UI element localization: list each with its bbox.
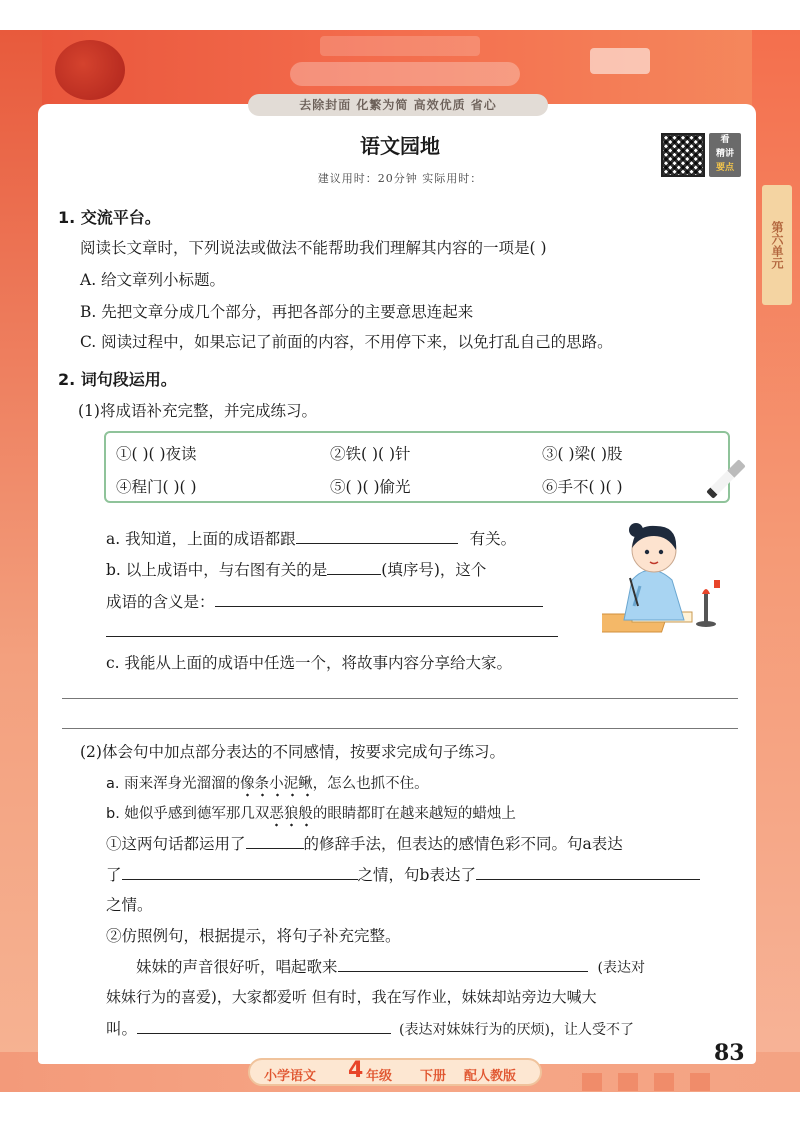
brand-chip	[590, 48, 650, 74]
q2-heading: 2. 词句段运用。	[58, 370, 177, 389]
brand-banner	[320, 36, 480, 56]
time-hint: 建议用时：20分钟 实际用时：	[317, 172, 483, 185]
qr-code-icon[interactable]	[661, 133, 705, 177]
answer-blank[interactable]	[327, 561, 381, 575]
idiom-item[interactable]: ⑤( )( )偷光	[330, 478, 411, 496]
q1-stem: 阅读长文章时，下列说法或做法不能帮助我们理解其内容的一项是( )	[80, 239, 547, 257]
answer-blank[interactable]	[296, 530, 458, 544]
answer-blank[interactable]	[246, 835, 304, 849]
sentence-a-dotted: 像条小泥鳅	[240, 776, 313, 798]
footer-grade-number: 4	[348, 1058, 364, 1083]
q1-option-b: B. 先把文章分成几个部分，再把各部分的主要意思连起来	[80, 303, 474, 321]
footer-edition: 配人教版	[464, 1069, 517, 1084]
q1-option-c: C. 阅读过程中，如果忘记了前面的内容，不用停下来，以免打乱自己的思路。	[80, 333, 613, 351]
example-line1: 妹妹的声音很好听，唱起歌来 (表达对	[136, 958, 645, 976]
task1-line3: 之情。	[106, 896, 153, 914]
answer-blank[interactable]	[476, 866, 700, 880]
sentence-a: a. 雨来浑身光溜溜的像条小泥鳅，怎么也抓不住。	[106, 772, 429, 793]
book-info-pill	[248, 1058, 542, 1086]
q2-b-line2: 成语的含义是：	[106, 590, 543, 612]
q2-b-line: b. 以上成语中，与右图有关的是 (填序号)，这个	[106, 561, 487, 579]
q1-heading: 1. 交流平台。	[58, 208, 161, 227]
answer-blank[interactable]	[338, 958, 588, 972]
footer-decoration	[582, 1073, 712, 1091]
idiom-box	[104, 431, 730, 503]
q2-c-line: c. 我能从上面的成语中任选一个，将故事内容分享给大家。	[106, 654, 513, 672]
answer-blank[interactable]	[122, 866, 358, 880]
footer-subject: 小学语文	[264, 1069, 317, 1084]
q2-a-line: a. 我知道，上面的成语都跟 有关。	[106, 530, 517, 548]
idiom-item[interactable]: ①( )( )夜读	[116, 445, 197, 463]
tagline: 去除封面 化繁为简 高效优质 省心	[248, 94, 548, 116]
sentence-b: b. 她似乎感到德军那几双恶狼般的眼睛都盯在越来越短的蜡烛上	[106, 802, 516, 823]
unit-side-tab: 第六单元	[762, 185, 792, 305]
series-banner	[290, 62, 520, 86]
lantern-ornament-icon	[55, 40, 125, 100]
answer-line[interactable]	[62, 728, 738, 729]
example-line2: 妹妹行为的喜爱)，大家都爱听 但有时，我在写作业，妹妹却站旁边大喊大	[106, 988, 597, 1006]
qr-label-line: 看	[720, 135, 730, 145]
q2-part1-intro: (1)将成语补充完整，并完成练习。	[78, 402, 317, 420]
page-number: 83	[714, 1040, 745, 1066]
q1-option-a: A. 给文章列小标题。	[80, 271, 226, 289]
qr-label-line: 要点	[715, 163, 735, 173]
answer-blank[interactable]	[137, 1020, 391, 1034]
answer-line[interactable]	[62, 698, 738, 699]
footer-volume: 下册	[420, 1069, 447, 1084]
idiom-item[interactable]: ④程门( )( )	[116, 478, 197, 496]
task1-line2: 了 之情，句b表达了	[106, 863, 700, 885]
footer-grade-unit: 年级	[366, 1069, 393, 1084]
page-title: 语文园地	[360, 134, 440, 158]
task1-line1: ①这两句话都运用了 的修辞手法，但表达的感情色彩不同。句a表达	[106, 835, 623, 853]
qr-label-line: 精讲	[715, 149, 734, 159]
example-line3: 叫。 (表达对妹妹行为的厌烦)，让人受不了	[106, 1020, 634, 1038]
answer-blank[interactable]	[215, 593, 543, 607]
sentence-b-dotted: 恶狼般	[269, 806, 313, 828]
idiom-item[interactable]: ③( )梁( )股	[542, 445, 623, 463]
left-frame	[0, 30, 42, 1080]
qr-label	[709, 133, 741, 177]
idiom-item[interactable]: ⑥手不( )( )	[542, 478, 623, 496]
girl-studying-illustration	[602, 520, 732, 638]
idiom-item[interactable]: ②铁( )( )针	[330, 445, 411, 463]
task2-line: ②仿照例句，根据提示，将句子补充完整。	[106, 927, 401, 945]
answer-line[interactable]	[106, 636, 558, 637]
q2-part2-intro: (2)体会句中加点部分表达的不同感情，按要求完成句子练习。	[80, 743, 505, 761]
